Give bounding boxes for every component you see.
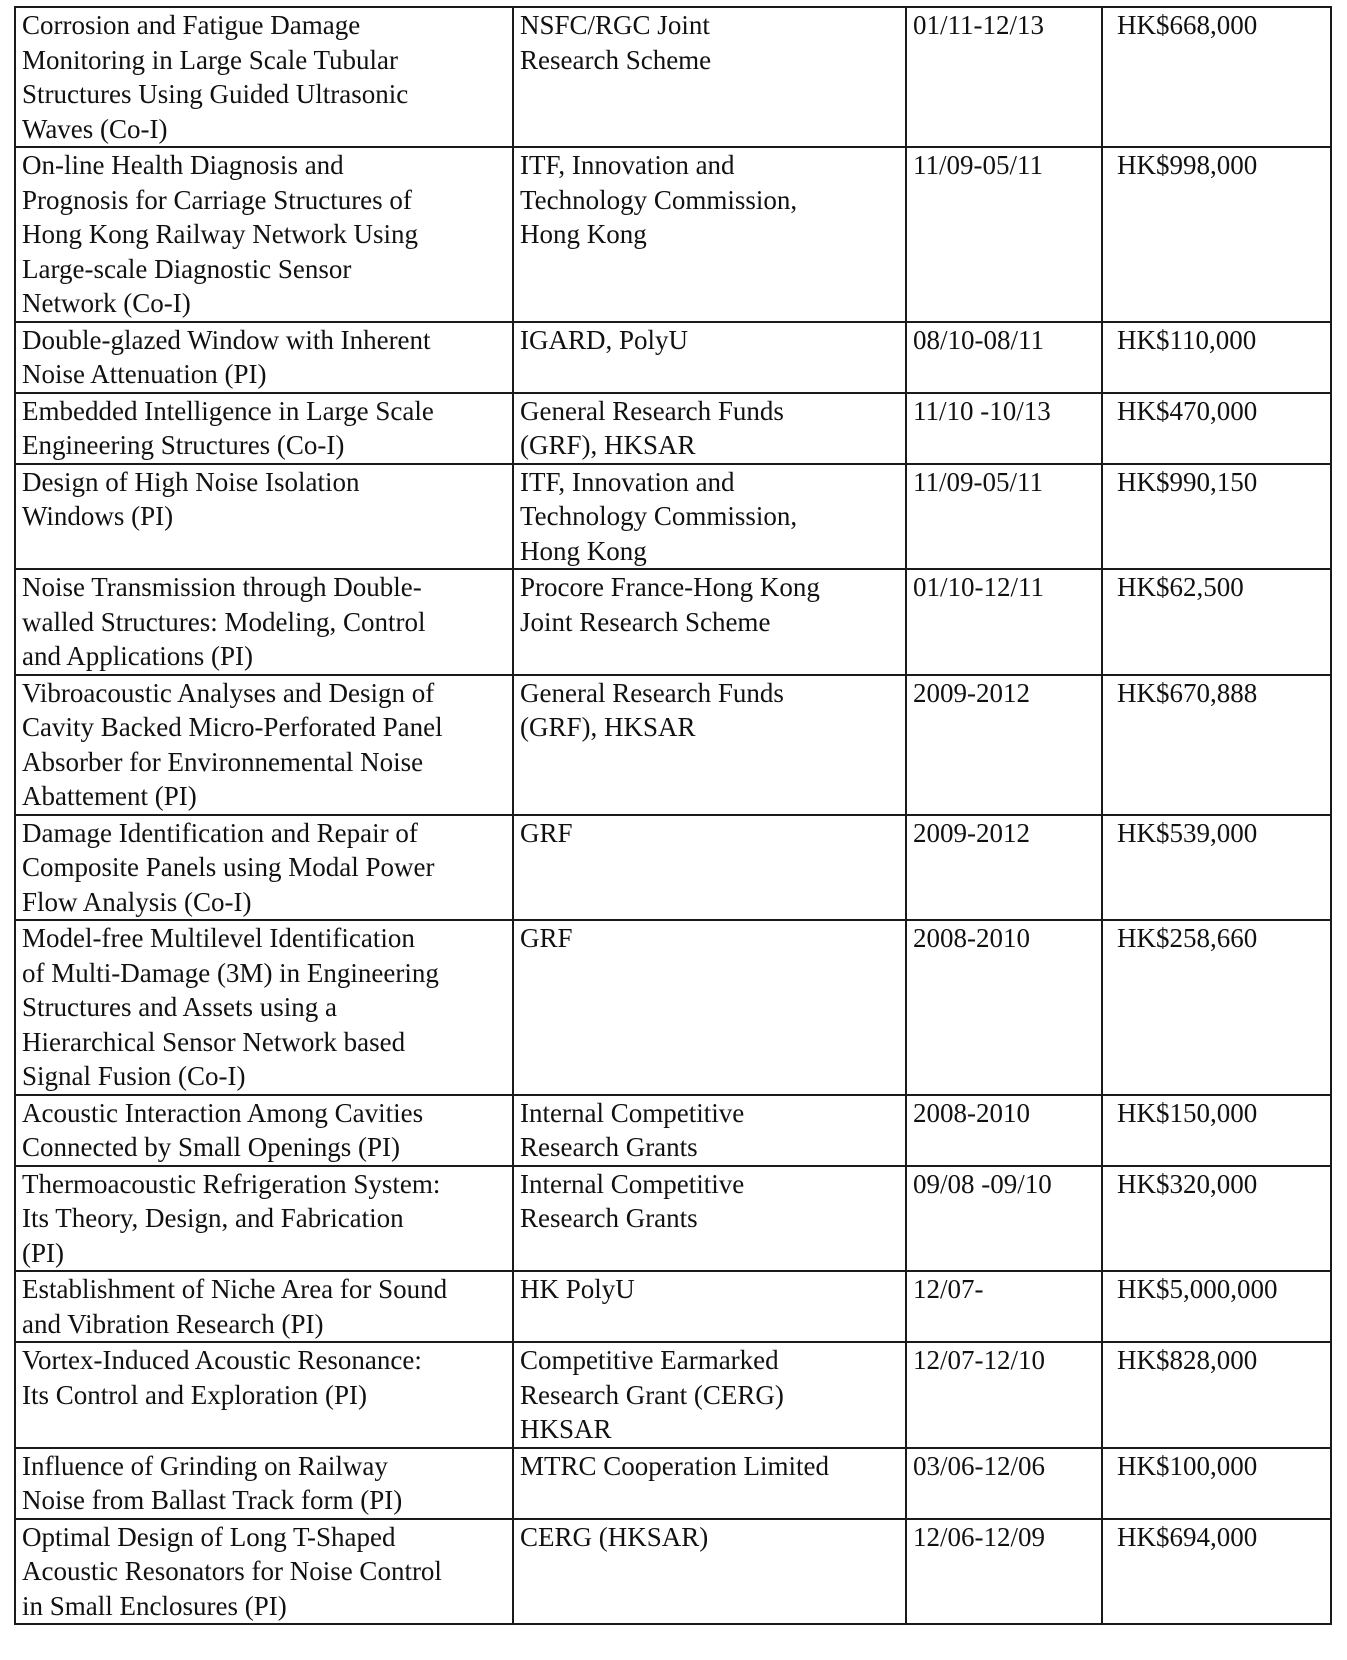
amount-cell: HK$828,000 — [1102, 1342, 1331, 1448]
table-row — [15, 569, 1331, 675]
funding-source-cell: General Research Funds (GRF), HKSAR — [513, 393, 906, 464]
amount-cell: HK$470,000 — [1102, 393, 1331, 464]
project-title-cell: Design of High Noise Isolation Windows (PI) — [15, 464, 513, 570]
funding-source-cell: CERG (HKSAR) — [513, 1519, 906, 1625]
amount-cell: HK$694,000 — [1102, 1519, 1331, 1625]
table-row — [15, 675, 1331, 815]
period-cell: 2009-2012 — [906, 675, 1102, 815]
table-row — [15, 920, 1331, 1095]
period-cell: 01/10-12/11 — [906, 569, 1102, 675]
amount-cell: HK$539,000 — [1102, 815, 1331, 921]
period-cell: 2008-2010 — [906, 1095, 1102, 1166]
funding-source-cell: GRF — [513, 920, 906, 1095]
project-title-cell: Vibroacoustic Analyses and Design of Cavity Backed Micro-Perforated Panel Absorber for Environnemental Noise Abattement (PI) — [15, 675, 513, 815]
funding-source-cell: ITF, Innovation and Technology Commission, Hong Kong — [513, 147, 906, 322]
amount-cell: HK$100,000 — [1102, 1448, 1331, 1519]
funding-source-cell: Internal Competitive Research Grants — [513, 1166, 906, 1272]
period-cell: 09/08 -09/10 — [906, 1166, 1102, 1272]
table-row — [15, 393, 1331, 464]
table-row — [15, 7, 1331, 147]
project-title-cell: Optimal Design of Long T-Shaped Acoustic Resonators for Noise Control in Small Enclosures (PI) — [15, 1519, 513, 1625]
amount-cell: HK$62,500 — [1102, 569, 1331, 675]
amount-cell: HK$668,000 — [1102, 7, 1331, 147]
project-title-cell: Corrosion and Fatigue Damage Monitoring in Large Scale Tubular Structures Using Guided Ultrasonic Waves (Co-I) — [15, 7, 513, 147]
project-title-cell: Double-glazed Window with Inherent Noise Attenuation (PI) — [15, 322, 513, 393]
project-title-cell: Acoustic Interaction Among Cavities Connected by Small Openings (PI) — [15, 1095, 513, 1166]
grants-table-body — [15, 7, 1331, 1624]
funding-source-cell: Competitive Earmarked Research Grant (CERG) HKSAR — [513, 1342, 906, 1448]
table-row — [15, 1166, 1331, 1272]
grants-table — [14, 6, 1332, 1625]
period-cell: 08/10-08/11 — [906, 322, 1102, 393]
amount-cell: HK$110,000 — [1102, 322, 1331, 393]
period-cell: 11/09-05/11 — [906, 464, 1102, 570]
project-title-cell: On-line Health Diagnosis and Prognosis for Carriage Structures of Hong Kong Railway Network Using Large-scale Diagnostic Sensor Network (Co-I) — [15, 147, 513, 322]
period-cell: 03/06-12/06 — [906, 1448, 1102, 1519]
period-cell: 01/11-12/13 — [906, 7, 1102, 147]
funding-source-cell: MTRC Cooperation Limited — [513, 1448, 906, 1519]
table-row — [15, 1271, 1331, 1342]
project-title-cell: Thermoacoustic Refrigeration System: Its Theory, Design, and Fabrication (PI) — [15, 1166, 513, 1272]
amount-cell: HK$5,000,000 — [1102, 1271, 1331, 1342]
table-row — [15, 1342, 1331, 1448]
project-title-cell: Noise Transmission through Double- walled Structures: Modeling, Control and Applications (PI) — [15, 569, 513, 675]
funding-source-cell: NSFC/RGC Joint Research Scheme — [513, 7, 906, 147]
funding-source-cell: IGARD, PolyU — [513, 322, 906, 393]
table-row — [15, 1519, 1331, 1625]
period-cell: 12/06-12/09 — [906, 1519, 1102, 1625]
table-row — [15, 147, 1331, 322]
project-title-cell: Vortex-Induced Acoustic Resonance: Its Control and Exploration (PI) — [15, 1342, 513, 1448]
funding-source-cell: Internal Competitive Research Grants — [513, 1095, 906, 1166]
period-cell: 2008-2010 — [906, 920, 1102, 1095]
amount-cell: HK$320,000 — [1102, 1166, 1331, 1272]
amount-cell: HK$150,000 — [1102, 1095, 1331, 1166]
amount-cell: HK$998,000 — [1102, 147, 1331, 322]
period-cell: 12/07-12/10 — [906, 1342, 1102, 1448]
table-row — [15, 815, 1331, 921]
amount-cell: HK$990,150 — [1102, 464, 1331, 570]
project-title-cell: Embedded Intelligence in Large Scale Engineering Structures (Co-I) — [15, 393, 513, 464]
amount-cell: HK$258,660 — [1102, 920, 1331, 1095]
funding-source-cell: ITF, Innovation and Technology Commission, Hong Kong — [513, 464, 906, 570]
amount-cell: HK$670,888 — [1102, 675, 1331, 815]
period-cell: 12/07- — [906, 1271, 1102, 1342]
period-cell: 11/09-05/11 — [906, 147, 1102, 322]
table-row — [15, 1095, 1331, 1166]
table-row — [15, 464, 1331, 570]
project-title-cell: Establishment of Niche Area for Sound and Vibration Research (PI) — [15, 1271, 513, 1342]
table-row — [15, 322, 1331, 393]
table-row — [15, 1448, 1331, 1519]
period-cell: 2009-2012 — [906, 815, 1102, 921]
funding-source-cell: General Research Funds (GRF), HKSAR — [513, 675, 906, 815]
project-title-cell: Model-free Multilevel Identification of Multi-Damage (3M) in Engineering Structures and Assets using a Hierarchical Sensor Network based Signal Fusion (Co-I) — [15, 920, 513, 1095]
project-title-cell: Influence of Grinding on Railway Noise from Ballast Track form (PI) — [15, 1448, 513, 1519]
funding-source-cell: HK PolyU — [513, 1271, 906, 1342]
funding-source-cell: Procore France-Hong Kong Joint Research Scheme — [513, 569, 906, 675]
project-title-cell: Damage Identification and Repair of Composite Panels using Modal Power Flow Analysis (Co-I) — [15, 815, 513, 921]
funding-source-cell: GRF — [513, 815, 906, 921]
period-cell: 11/10 -10/13 — [906, 393, 1102, 464]
